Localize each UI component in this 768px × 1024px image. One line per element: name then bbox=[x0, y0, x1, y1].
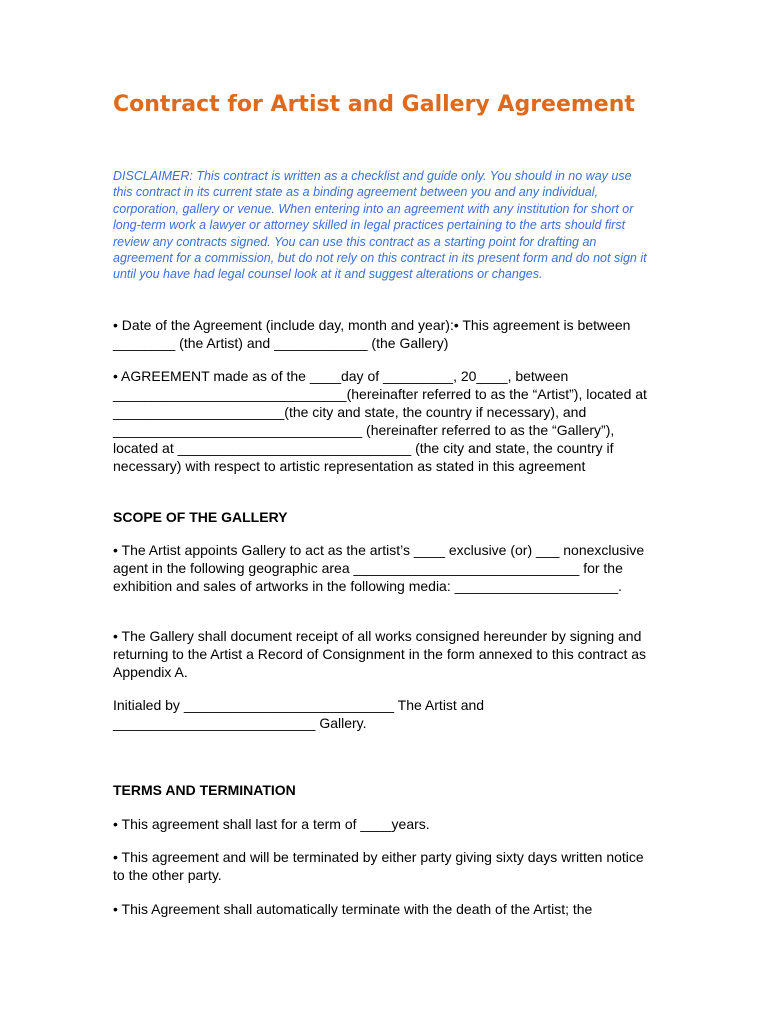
paragraph-agreement-made: • AGREEMENT made as of the ____day of _________, 20____, between ______________________________(hereinafter referred to as the “Artist”), located at ______________________(the city and state, the country if necessary), and ________________________________ (hereinafter referred to as the “Gallery”), located at ______________________________ (the city and state, the country if necessary) with respect to artistic representation as stated in this agreement bbox=[113, 368, 647, 474]
document-title: Contract for Artist and Gallery Agreement bbox=[113, 92, 635, 117]
heading-terms-and-termination: TERMS AND TERMINATION bbox=[113, 782, 296, 798]
paragraph-initialed-by: Initialed by ___________________________ The Artist and __________________________ Gallery. bbox=[113, 697, 485, 731]
disclaimer-text: DISCLAIMER: This contract is written as a checklist and guide only. You should in no way use this contract in its current state as a binding agreement between you and any individual, corporation, gallery or venue. When entering into an agreement with any institution for short or long-term work a lawyer or attorney skilled in legal practices pertaining to the arts should first review any contracts signed. You can use this contract as a starting point for drafting an agreement for a commission, but do not rely on this contract in its present form and do not sign it until you have had legal counsel look at it and suggest alterations or changes. bbox=[113, 169, 647, 282]
paragraph-date-of-agreement: • Date of the Agreement (include day, month and year):• This agreement is between ________ (the Artist) and ____________ (the Gallery) bbox=[113, 317, 631, 351]
heading-scope-of-gallery: SCOPE OF THE GALLERY bbox=[113, 509, 288, 525]
paragraph-termination-notice: • This agreement and will be terminated by either party giving sixty days written notice to the other party. bbox=[113, 849, 644, 883]
paragraph-term-length: • This agreement shall last for a term of ____years. bbox=[113, 816, 430, 832]
paragraph-artist-appoints: • The Artist appoints Gallery to act as the artist’s ____ exclusive (or) ___ nonexclusive agent in the following geographic area _____________________________ for the exhibition and sales of artworks in the following media: _____________________. bbox=[113, 542, 645, 594]
paragraph-death-of-artist: • This Agreement shall automatically terminate with the death of the Artist; the bbox=[113, 901, 593, 917]
paragraph-gallery-document: • The Gallery shall document receipt of all works consigned hereunder by signing and returning to the Artist a Record of Consignment in the form annexed to this contract as Appendix A. bbox=[113, 628, 647, 680]
